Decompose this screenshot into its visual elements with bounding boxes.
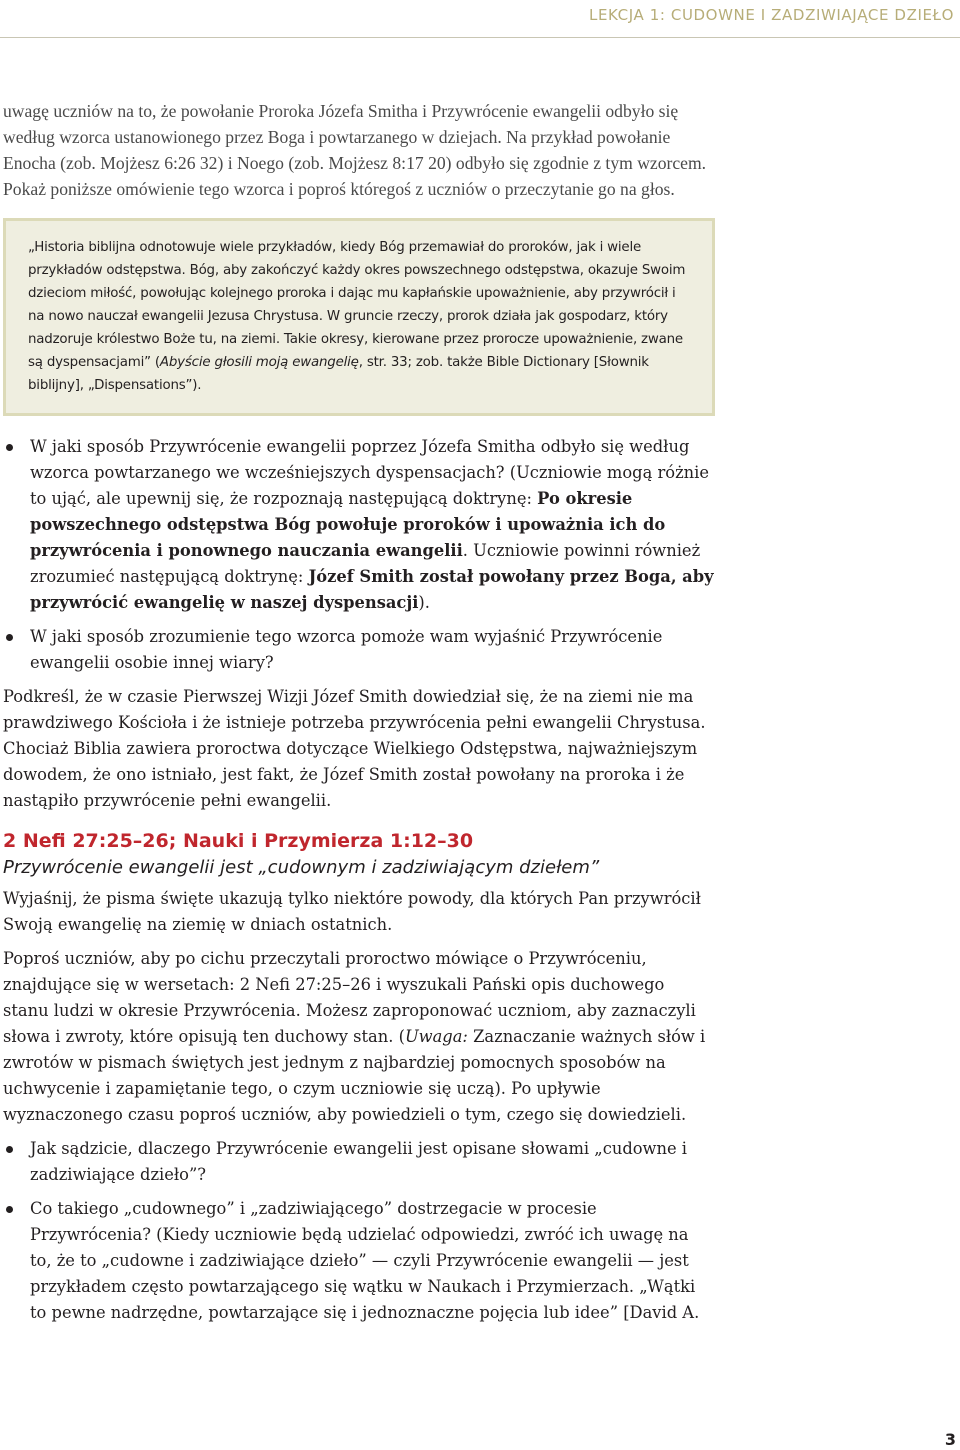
list-item: [3, 1136, 715, 1188]
question-text: Jak sądzicie, dlaczego Przywrócenie ewangelii jest opisane słowami „cudowne i zadziwiające dzieło”?: [30, 1139, 687, 1184]
intro-paragraph: uwagę uczniów na to, że powołanie Proroka Józefa Smitha i Przywrócenie ewangelii odbyło się według wzorca ustanowionego przez Boga i powtarzanego w dziejach. Na przykład powołanie Enocha (zob. Mojżesz 6:26 32) i Noego (zob. Mojżesz 8:17 20) odbyło się zgodnie z tym wzorcem. Pokaż poniższe omówienie tego wzorca i poproś któregoś z uczniów o przeczytanie go na głos.: [3, 101, 707, 199]
page-content: [3, 98, 715, 1334]
question-list-2: [3, 1136, 715, 1326]
list-item: [3, 1196, 715, 1326]
list-item: [3, 624, 715, 676]
section-heading: 2 Nefi 27:25–26; Nauki i Przymierza 1:12–30: [3, 830, 474, 852]
question-text: Co takiego „cudownego” i „zadziwiającego” dostrzegacie w procesie Przywrócenia? (Kiedy uczniowie będą udzielać odpowiedzi, zwróć ich uwagę na to, że to „cudowne i zadziwiające dzieło” — czyli Przywrócenie ewangelii — jest przykładem często powtarzającego się wątku w Naukach i Przymierzach. „Wątki to pewne nadrzędne, powtarzające się i jednoznaczne pojęcia lub idee” [David A.: [30, 1199, 700, 1322]
explain-paragraph: Wyjaśnij, że pisma święte ukazują tylko niektóre powody, dla których Pan przywrócił Swoją ewangelię na ziemię w dniach ostatnich.: [3, 889, 701, 934]
emphasis-paragraph: Podkreśl, że w czasie Pierwszej Wizji Józef Smith dowiedział się, że na ziemi nie ma prawdziwego Kościoła i że istnieje potrzeba przywrócenia pełni ewangelii Chrystusa. Chociaż Biblia zawiera proroctwa dotyczące Wielkiego Odstępstwa, najważniejszym dowodem, że ono istniało, jest fakt, że Józef Smith został powołany na proroka i że nastąpiło przywrócenie pełni ewangelii.: [3, 687, 706, 810]
section-subtitle: Przywrócenie ewangelii jest „cudownym i zadziwiającym dziełem”: [3, 857, 600, 878]
page-number: 3: [944, 1430, 956, 1449]
activity-text-end: Zaznaczanie ważnych słów i zwrotów w pismach świętych jest jednym z najbardziej pomocnych sposobów na uchwycenie i zapamiętanie tego, o czym uczniowie się uczą). Po upływie wyznaczonego czasu poproś uczniów, aby powiedzieli o tym, czego się dowiedzieli.: [3, 1027, 706, 1124]
quote-text: „Historia biblijna odnotowuje wiele przykładów, kiedy Bóg przemawiał do proroków, jak i wiele przykładów odstępstwa. Bóg, aby zakończyć każdy okres powszechnego odstępstwa, okazuje Swoim dzieciom miłość, powołując kolejnego proroka i dając mu kapłańskie upoważnienie, aby przywrócił i na nowo nauczał ewangelii Jezusa Chrystusa. W gruncie rzeczy, prorok działa jak gospodarz, który nadzoruje królestwo Boże tu, na ziemi. Takie okresy, kierowane przez prorocze upoważnienie, zwane są dyspensacjami” (: [28, 240, 686, 370]
doctrine-statement: Józef Smith został powołany przez Boga, aby przywrócić ewangelię w naszej dyspensacji: [30, 567, 714, 612]
question-text-end: ).: [418, 593, 430, 612]
quote-box: [3, 218, 715, 416]
quote-source-title: Abyście głosili moją ewangelię: [159, 355, 359, 370]
list-item: [3, 434, 715, 616]
activity-paragraph: [3, 946, 715, 1128]
doctrine-statement: Po okresie powszechnego odstępstwa Bóg powołuje proroków i upoważnia ich do przywrócenia i ponownego nauczania ewangelii: [30, 489, 666, 560]
activity-text: Poproś uczniów, aby po cichu przeczytali proroctwo mówiące o Przywróceniu, znajdujące się w wersetach: 2 Nefi 27:25–26 i wyszukali Pański opis duchowego stanu ludzi w okresie Przywrócenia. Możesz zaproponować uczniom, aby zaznaczyli słowa i zwroty, które opisują ten duchowy stan. (: [3, 949, 696, 1046]
question-list-1: [3, 434, 715, 676]
quote-citation: , str. 33; zob. także Bible Dictionary [Słownik biblijny], „Dispensations”).: [28, 355, 649, 393]
header-divider: [0, 37, 960, 38]
question-text-mid: . Uczniowie powinni również zrozumieć następującą doktrynę:: [30, 541, 701, 586]
running-header: LEKCJA 1: CUDOWNE I ZADZIWIAJĄCE DZIEŁO: [589, 6, 954, 24]
question-text: W jaki sposób zrozumienie tego wzorca pomoże wam wyjaśnić Przywrócenie ewangelii osobie innej wiary?: [30, 627, 663, 672]
question-text: W jaki sposób Przywrócenie ewangelii poprzez Józefa Smitha odbyło się według wzorca powtarzanego we wcześniejszych dyspensacjach? (Uczniowie mogą różnie to ująć, ale upewnij się, że rozpoznają następującą doktrynę:: [30, 437, 709, 508]
note-label: Uwaga:: [404, 1027, 468, 1046]
